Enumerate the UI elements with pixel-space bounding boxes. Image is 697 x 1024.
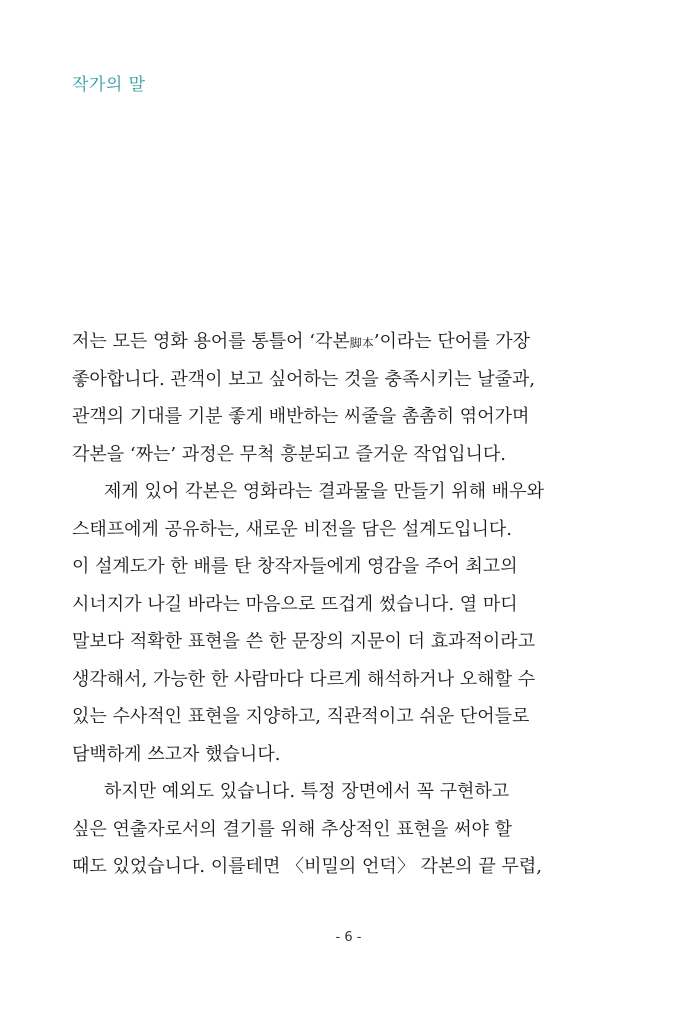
text-segment: ’이라는 단어를 가장: [373, 331, 531, 352]
text-line: 생각해서, 가능한 한 사람마다 다르게 해석하거나 오해할 수: [72, 668, 536, 690]
text-line: 있는 수사적인 표현을 지양하고, 직관적이고 쉬운 단어들로: [72, 706, 530, 727]
section-title: 작가의 말: [72, 75, 146, 95]
text-line: 스태프에게 공유하는, 새로운 비전을 담은 설계도입니다.: [72, 518, 512, 540]
hanja-annotation: 脚本: [349, 336, 374, 350]
text-line: 좋아합니다. 관객이 보고 싶어하는 것을 충족시키는 날줄과,: [72, 368, 536, 390]
text-line: 말보다 적확한 표현을 쓴 한 문장의 지문이 더 효과적이라고: [72, 631, 536, 652]
text-line: 이 설계도가 한 배를 탄 창작자들에게 영감을 주어 최고의: [72, 556, 518, 577]
text-line: 제게 있어 각본은 영화라는 결과물을 만들기 위해 배우와: [104, 481, 544, 502]
text-line: 시너지가 나길 바라는 마음으로 뜨겁게 썼습니다. 열 마디: [72, 593, 518, 615]
text-line: 때도 있었습니다. 이를테면 〈비밀의 언덕〉 각본의 끝 무렵,: [72, 856, 543, 877]
text-line: 각본을 ‘짜는’ 과정은 무척 흥분되고 즐거운 작업입니다.: [72, 443, 507, 465]
text-line: 하지만 예외도 있습니다. 특정 장면에서 꼭 구현하고: [104, 781, 510, 802]
text-line: 담백하게 쓰고자 했습니다.: [72, 743, 281, 765]
text-line: 싶은 연출자로서의 결기를 위해 추상적인 표현을 써야 할: [72, 818, 512, 840]
text-line: [72, 323, 632, 361]
body-text: [72, 323, 632, 886]
text-segment: 저는 모든 영화 용어를 통틀어 ‘각본: [72, 331, 350, 352]
page-number: - 6 -: [335, 930, 362, 945]
text-line: 관객의 기대를 기분 좋게 배반하는 씨줄을 촘촘히 엮어가며: [72, 406, 530, 427]
